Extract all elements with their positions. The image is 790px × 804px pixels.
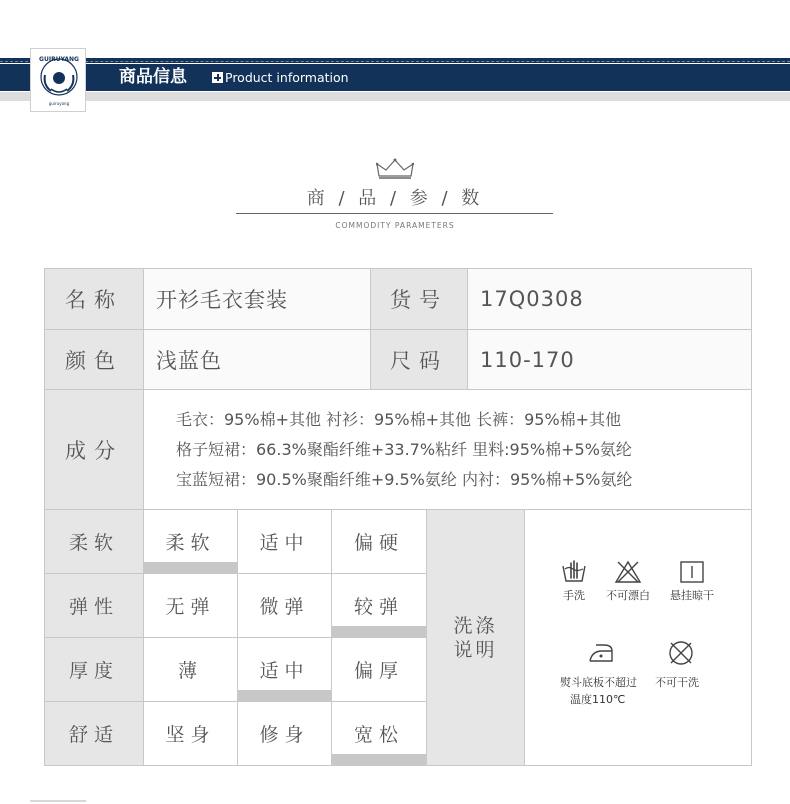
property-option: 坚身 <box>144 702 238 766</box>
property-label: 厚度 <box>45 638 144 702</box>
property-option: 较弹 <box>332 574 427 638</box>
no-dry-clean-icon <box>667 640 695 666</box>
selected-indicator <box>144 562 237 573</box>
property-option: 适中 <box>238 510 332 574</box>
header-band-shadow <box>0 92 790 101</box>
size-label: 尺码 <box>371 330 468 390</box>
property-option: 修身 <box>238 702 332 766</box>
sku-value: 17Q0308 <box>468 269 752 330</box>
property-option: 无弹 <box>144 574 238 638</box>
property-label: 弹性 <box>45 574 144 638</box>
property-option: 微弹 <box>238 574 332 638</box>
section-divider <box>236 213 553 214</box>
washing-label-text: 洗涤说明 <box>453 614 498 661</box>
iron-icon <box>588 640 614 664</box>
logo-text-top: GUIRUYANG <box>39 56 79 63</box>
iron-label-line1: 熨斗底板不超过 <box>560 676 637 689</box>
brand-logo <box>30 48 86 112</box>
table-row <box>45 330 752 390</box>
color-value: 浅蓝色 <box>144 330 371 390</box>
property-option: 宽松 <box>332 702 427 766</box>
property-option: 柔软 <box>144 510 238 574</box>
care-item: 不可漂白 <box>600 560 656 603</box>
hang-dry-icon <box>679 560 705 584</box>
no-dry-clean-label: 不可干洗 <box>655 676 699 689</box>
params-table <box>44 268 752 510</box>
color-label: 颜色 <box>45 330 144 390</box>
composition-line: 宝蓝短裙：90.5%聚酯纤维+9.5%氨纶 内衬：95%棉+5%氨纶 <box>176 469 633 489</box>
section-title: 商 / 品 / 参 / 数 <box>306 188 484 209</box>
care-icons-group <box>552 550 721 617</box>
care-icons-group <box>554 634 711 709</box>
sku-label: 货号 <box>371 269 468 330</box>
care-item: 手洗 <box>554 560 594 603</box>
selected-indicator <box>332 754 426 765</box>
section-subtitle: COMMODITY PARAMETERS <box>335 221 455 230</box>
crown-icon <box>376 158 414 180</box>
composition-value <box>144 390 752 510</box>
property-label: 柔软 <box>45 510 144 574</box>
header-band-stitch <box>0 61 790 62</box>
composition-line: 格子短裙：66.3%聚酯纤维+33.7%粘纤 里料:95%棉+5%氨纶 <box>176 439 632 459</box>
plus-icon <box>212 72 223 83</box>
size-value: 110-170 <box>468 330 752 390</box>
no-bleach-icon <box>614 560 642 584</box>
property-label: 舒适 <box>45 702 144 766</box>
iron-label-line2: 温度110℃ <box>570 693 626 706</box>
header-title: 商品信息 <box>119 67 187 87</box>
table-row <box>45 390 752 510</box>
composition-label: 成分 <box>45 390 144 510</box>
property-option: 适中 <box>238 638 332 702</box>
property-option: 偏硬 <box>332 510 427 574</box>
property-option: 薄 <box>144 638 238 702</box>
name-label: 名称 <box>45 269 144 330</box>
hand-wash-icon <box>561 560 587 584</box>
washing-label <box>427 510 525 766</box>
bottom-mark <box>30 800 86 802</box>
composition-line: 毛衣：95%棉+其他 衬衫：95%棉+其他 长裤：95%棉+其他 <box>176 409 622 429</box>
header-subtitle: Product information <box>225 70 349 85</box>
header-subtitle-wrap <box>212 64 349 91</box>
name-value: 开衫毛衣套装 <box>144 269 371 330</box>
logo-text-bottom: guiruyang <box>48 101 70 106</box>
selected-indicator <box>238 690 331 701</box>
property-option: 偏厚 <box>332 638 427 702</box>
table-row <box>45 269 752 330</box>
care-item: 悬挂晾干 <box>664 560 720 603</box>
selected-indicator <box>332 626 426 637</box>
